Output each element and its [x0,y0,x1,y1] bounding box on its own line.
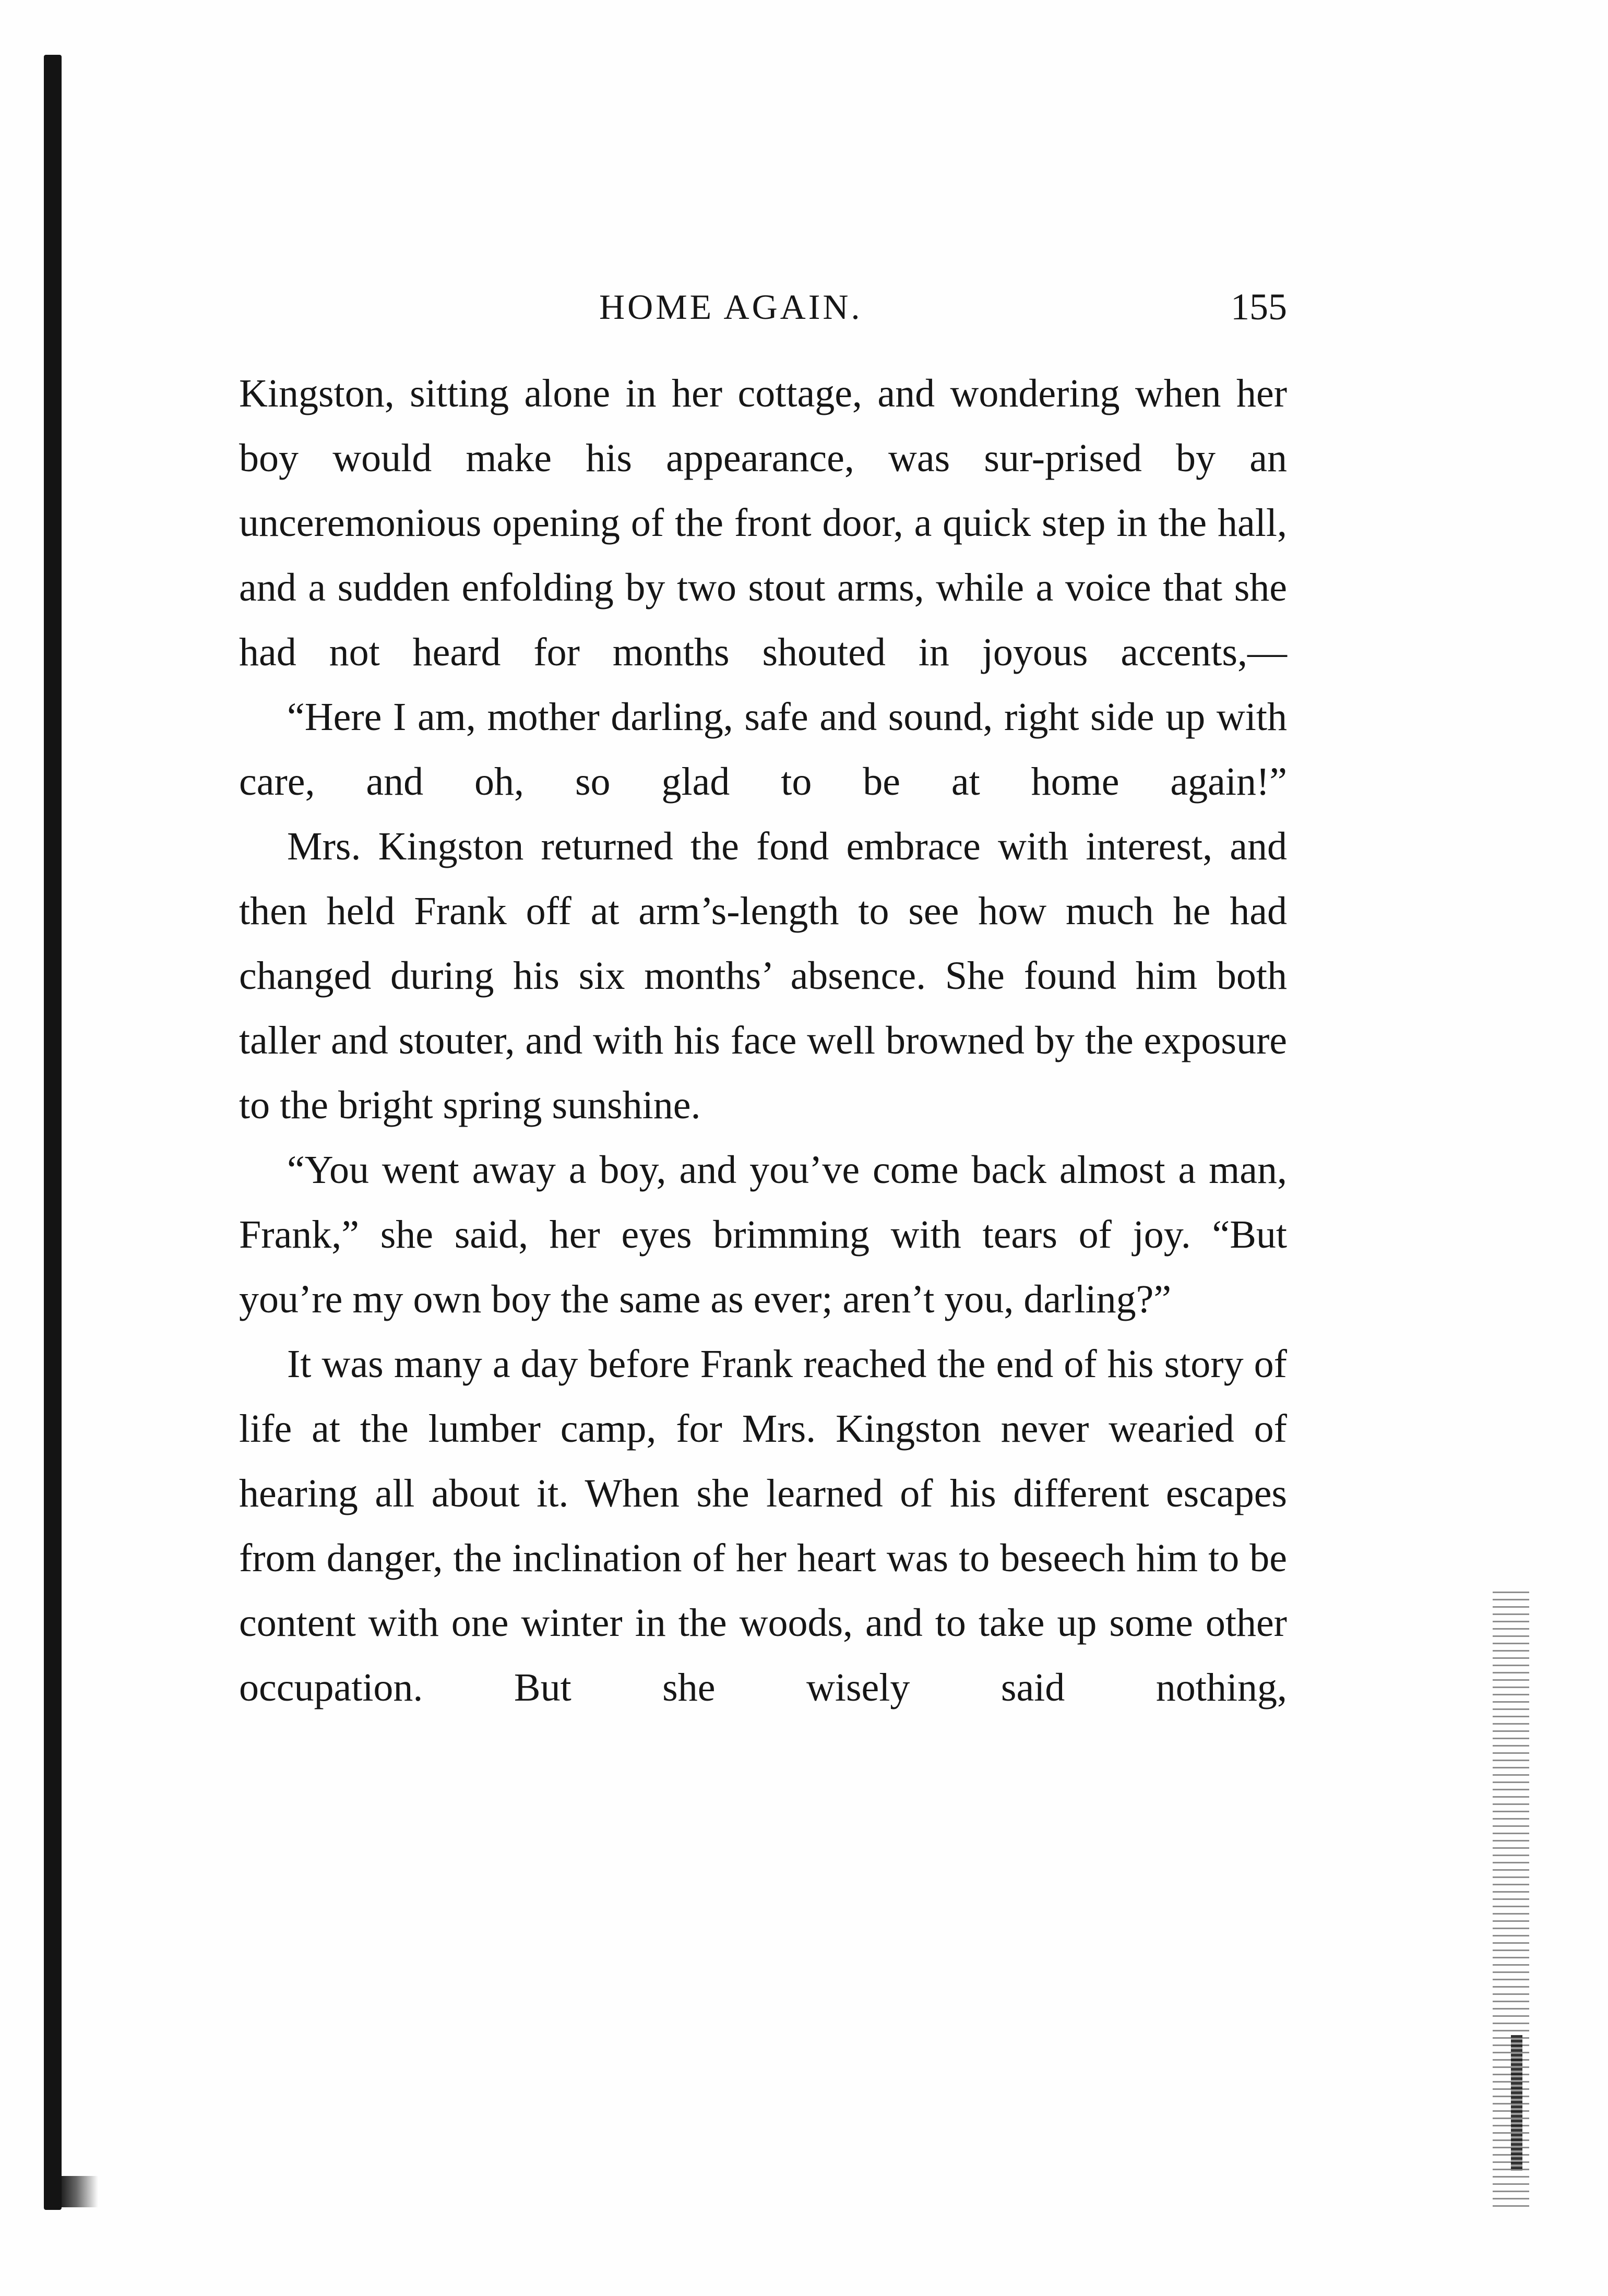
paragraph-dialogue: “Here I am, mother darling, safe and sound, right side up with care, and oh, so glad to be at home again!” [239,695,1287,804]
body-text [239,361,1287,1720]
paragraph-story: It was many a day before Frank reached the end of his story of life at the lumber camp, for Mrs. Kingston never wearied of hearing all about it. When she learned of his different escapes from danger, the inclination of her heart was to beseech him to be content with one winter in the woods, and to take up some other occupation. But she wisely said nothing, [239,1342,1287,1709]
running-title: HOME AGAIN. [599,287,863,327]
binding-edge [44,55,62,2210]
paragraph-continued: Kingston, sitting alone in her cottage, and wondering when her boy would make his appearance, was sur-prised by an unceremonious opening of the front door, a quick step in the hall, and a sudden enfolding by two stout arms, while a voice that she had not heard for months shouted in joyous accents,— [239,372,1287,674]
gutter-scan-noise-dark [1511,2035,1522,2171]
paragraph-embrace: Mrs. Kingston returned the fond embrace with interest, and then held Frank off at arm’s-length to see how much he had changed during his six months’ absence. She found him both taller and stouter, and with his face well browned by the exposure to the bright spring sunshine. [239,824,1287,1127]
paragraph-mother-speech: “You went away a boy, and you’ve come back almost a man, Frank,” she said, her eyes brimming with tears of joy. “But you’re my own boy the same as ever; aren’t you, darling?” [239,1148,1287,1321]
page-number: 155 [1231,286,1287,328]
binding-shadow [62,2176,98,2207]
running-header [239,286,1287,328]
